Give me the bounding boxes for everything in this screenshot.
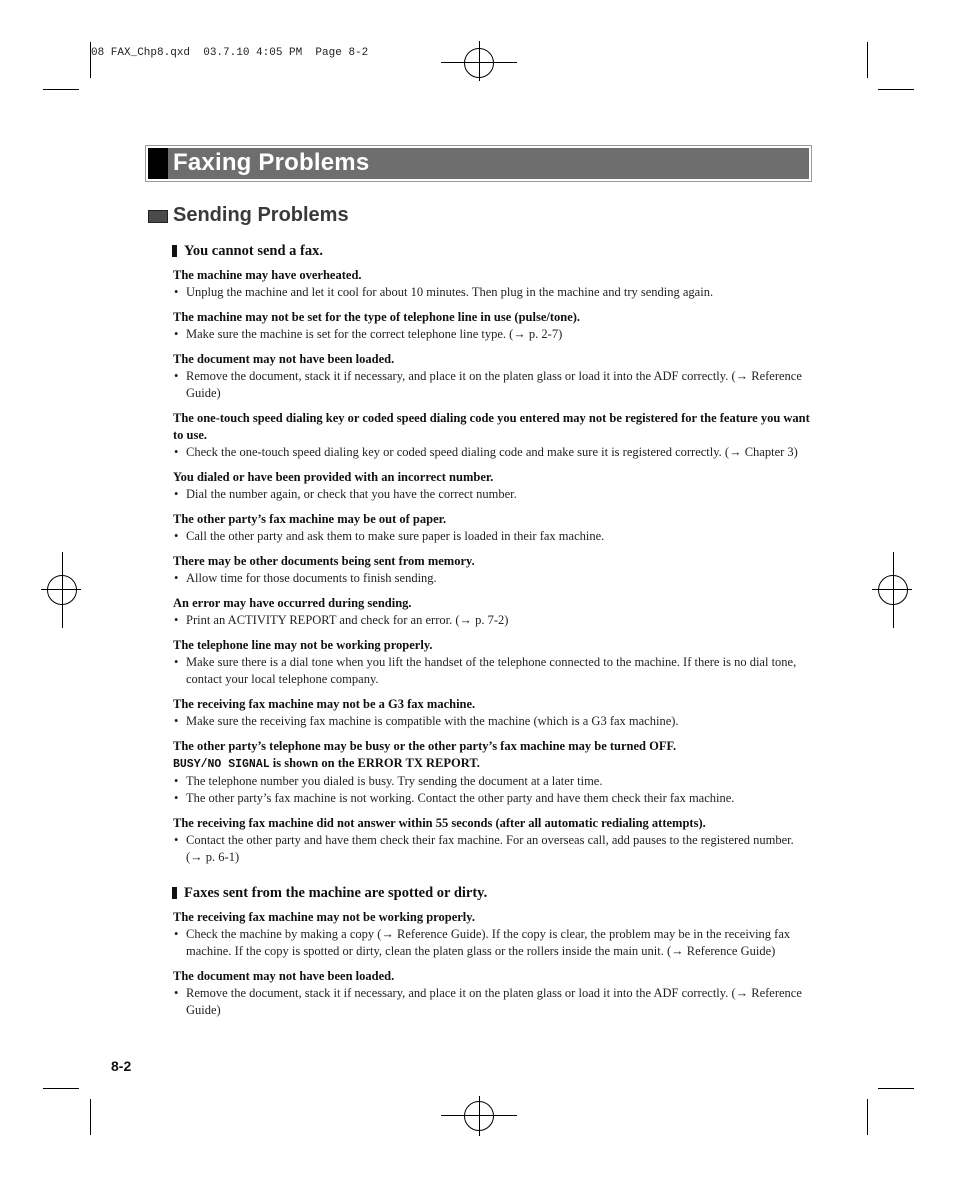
remedy-text: Make sure the machine is set for the correct telephone line type. (→ p. 2-7)	[186, 327, 563, 341]
crop-mark	[893, 552, 894, 628]
bullet-icon: •	[174, 986, 179, 1000]
subsection-marker-icon	[172, 245, 177, 257]
problem-item	[173, 595, 813, 629]
problem-item	[173, 351, 813, 402]
crop-mark	[43, 1088, 79, 1089]
report-code-suffix: is shown on the ERROR TX REPORT.	[269, 756, 480, 770]
remedy-bullet	[173, 832, 813, 866]
problem-item	[173, 738, 813, 807]
subsection-marker-icon	[172, 887, 177, 899]
bullet-icon: •	[174, 613, 179, 627]
cause-text: You dialed or have been provided with an incorrect number.	[173, 470, 494, 484]
crop-mark	[90, 1099, 91, 1135]
report-code: BUSY/NO SIGNAL	[173, 758, 270, 771]
remedy-text: Contact the other party and have them check their fax machine. For an overseas call, add pauses to the registered number. (→ p. 6-1)	[186, 833, 794, 864]
remedy-text: The telephone number you dialed is busy. Try sending the document at a later time.	[186, 774, 603, 788]
print-slug: 08 FAX_Chp8.qxd 03.7.10 4:05 PM Page 8-2	[91, 47, 369, 59]
subsection-title: Faxes sent from the machine are spotted or dirty.	[184, 885, 488, 901]
cause-report-line	[173, 755, 813, 773]
remedy-bullet	[173, 528, 813, 545]
cause-text: There may be other documents being sent from memory.	[173, 554, 475, 568]
crop-mark	[867, 1099, 868, 1135]
cause-text: The document may not have been loaded.	[173, 969, 395, 983]
cause-text: The one-touch speed dialing key or coded speed dialing code you entered may not be registered for the feature you want to use.	[173, 411, 810, 442]
remedy-bullet	[173, 985, 813, 1019]
problem-item	[173, 968, 813, 1019]
cause-text: The receiving fax machine did not answer within 55 seconds (after all automatic redialing attempts).	[173, 816, 706, 830]
remedy-bullet	[173, 444, 813, 461]
crop-mark	[867, 42, 868, 78]
cause-text: The machine may not be set for the type of telephone line in use (pulse/tone).	[173, 310, 581, 324]
cause-text: The telephone line may not be working properly.	[173, 638, 433, 652]
problem-item	[173, 469, 813, 503]
chapter-banner	[145, 145, 812, 182]
remedy-bullet	[173, 284, 813, 301]
bullet-icon: •	[174, 571, 179, 585]
subsection-gap	[173, 874, 813, 884]
remedy-bullet	[173, 368, 813, 402]
remedy-text: Allow time for those documents to finish sending.	[186, 571, 437, 585]
bullet-icon: •	[174, 774, 179, 788]
crop-mark	[43, 89, 79, 90]
bullet-icon: •	[174, 833, 179, 847]
crop-mark	[90, 42, 91, 78]
crop-mark	[479, 1096, 480, 1136]
remedy-text: Remove the document, stack it if necessary, and place it on the platen glass or load it into the ADF correctly. (→ Reference Guide)	[186, 986, 802, 1017]
remedy-bullet	[173, 326, 813, 343]
subsection-heading	[172, 884, 813, 902]
bullet-icon: •	[174, 714, 179, 728]
bullet-icon: •	[174, 445, 179, 459]
crop-mark	[878, 89, 914, 90]
crop-mark	[878, 1088, 914, 1089]
remedy-bullet	[173, 713, 813, 730]
content-column	[173, 242, 813, 1027]
remedy-bullet	[173, 654, 813, 688]
cause-text: The receiving fax machine may not be working properly.	[173, 910, 475, 924]
cause-text: The other party’s fax machine may be out of paper.	[173, 512, 447, 526]
problem-item	[173, 511, 813, 545]
problem-item	[173, 815, 813, 866]
remedy-bullet	[173, 486, 813, 503]
crop-mark	[41, 589, 81, 590]
bullet-icon: •	[174, 927, 179, 941]
bullet-icon: •	[174, 327, 179, 341]
problem-item	[173, 696, 813, 730]
remedy-bullet	[173, 926, 813, 960]
remedy-text: Remove the document, stack it if necessary, and place it on the platen glass or load it into the ADF correctly. (→ Reference Guide)	[186, 369, 802, 400]
problem-item	[173, 309, 813, 343]
banner-block	[148, 148, 168, 179]
remedy-text: Make sure the receiving fax machine is compatible with the machine (which is a G3 fax machine).	[186, 714, 679, 728]
chapter-title: Faxing Problems	[173, 149, 370, 176]
remedy-bullet	[173, 790, 813, 807]
cause-text: The machine may have overheated.	[173, 268, 362, 282]
cause-text: The receiving fax machine may not be a G3 fax machine.	[173, 697, 476, 711]
problem-item	[173, 637, 813, 688]
cause-text: The document may not have been loaded.	[173, 352, 395, 366]
section-title: Sending Problems	[173, 204, 349, 226]
remedy-bullet	[173, 612, 813, 629]
subsection-title: You cannot send a fax.	[184, 243, 323, 259]
problem-item	[173, 909, 813, 960]
bullet-icon: •	[174, 655, 179, 669]
cause-text: The other party’s telephone may be busy or the other party’s fax machine may be turned OFF.	[173, 739, 677, 753]
problem-item	[173, 410, 813, 461]
remedy-text: Unplug the machine and let it cool for about 10 minutes. Then plug in the machine and try sending again.	[186, 285, 714, 299]
bullet-icon: •	[174, 285, 179, 299]
bullet-icon: •	[174, 791, 179, 805]
page-number: 8-2	[111, 1058, 132, 1074]
remedy-text: The other party’s fax machine is not working. Contact the other party and have them check their fax machine.	[186, 791, 735, 805]
crop-mark	[479, 41, 480, 81]
remedy-text: Print an ACTIVITY REPORT and check for an error. (→ p. 7-2)	[186, 613, 509, 627]
subsection-heading	[172, 242, 813, 260]
section-marker-icon	[148, 210, 168, 223]
remedy-text: Check the one-touch speed dialing key or coded speed dialing code and make sure it is registered correctly. (→ Chapter 3)	[186, 445, 798, 459]
remedy-text: Check the machine by making a copy (→ Reference Guide). If the copy is clear, the problem may be in the receiving fax machine. If the copy is spotted or dirty, clean the platen glass or the rollers inside the main unit. (→ Reference Guide)	[186, 927, 791, 958]
crop-mark	[872, 589, 912, 590]
remedy-bullet	[173, 570, 813, 587]
remedy-text: Make sure there is a dial tone when you lift the handset of the telephone connected to the machine. If there is no dial tone, contact your local telephone company.	[186, 655, 797, 686]
remedy-bullet	[173, 773, 813, 790]
bullet-icon: •	[174, 369, 179, 383]
problem-item	[173, 553, 813, 587]
bullet-icon: •	[174, 487, 179, 501]
bullet-icon: •	[174, 529, 179, 543]
remedy-text: Call the other party and ask them to make sure paper is loaded in their fax machine.	[186, 529, 605, 543]
crop-mark	[62, 552, 63, 628]
cause-text: An error may have occurred during sending.	[173, 596, 412, 610]
remedy-text: Dial the number again, or check that you have the correct number.	[186, 487, 517, 501]
problem-item	[173, 267, 813, 301]
